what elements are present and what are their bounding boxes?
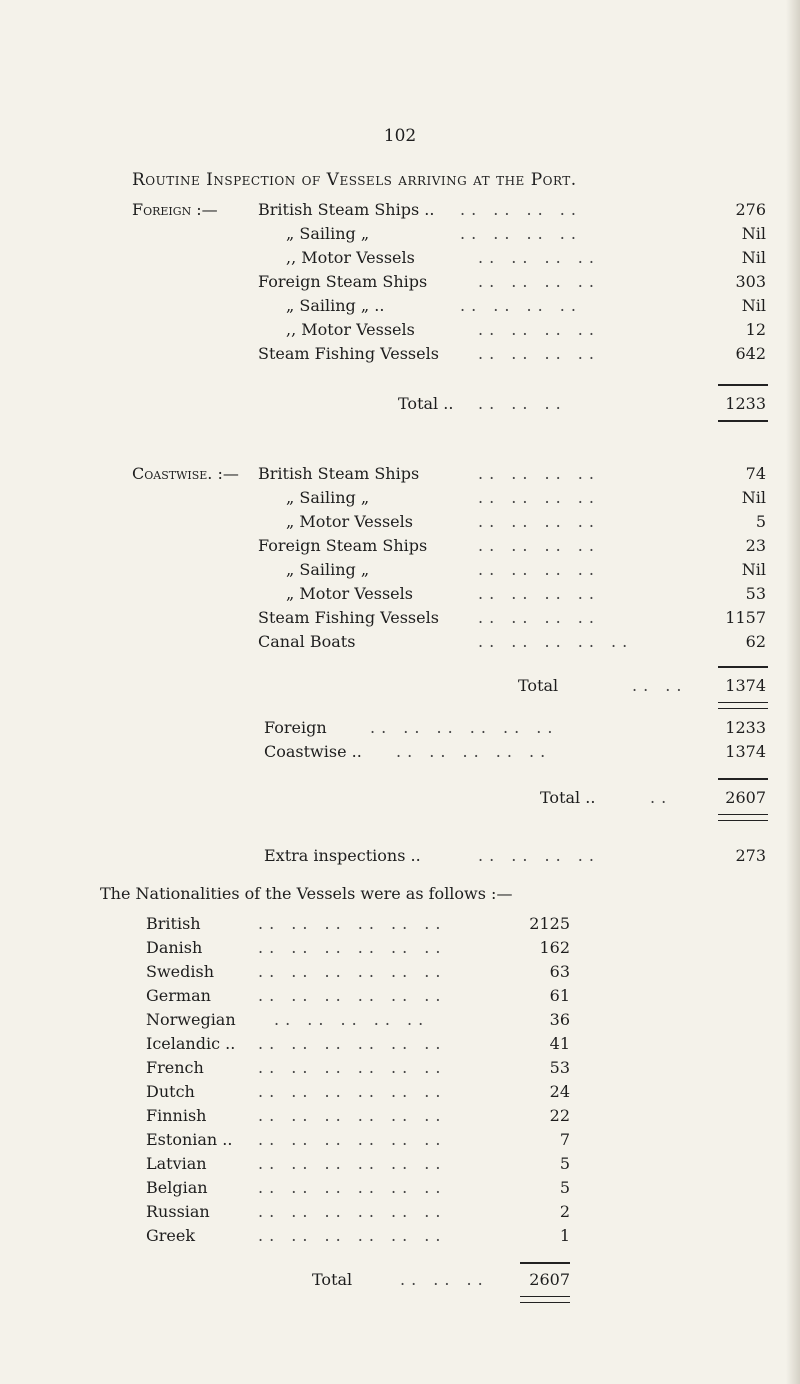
total-row	[0, 1270, 800, 1294]
leader-dots: .. ..	[632, 676, 688, 695]
leader-dots: .. .. .. ..	[478, 344, 600, 363]
row-label: Steam Fishing Vessels	[258, 608, 439, 627]
leader-dots: .. .. ..	[400, 1270, 489, 1289]
total-value: 1374	[725, 676, 766, 695]
total-label: Total ..	[540, 788, 596, 807]
table-row	[0, 344, 800, 368]
row-label: Latvian	[146, 1154, 207, 1173]
section-heading: The Nationalities of the Vessels were as follows :—	[100, 884, 513, 903]
total-rule	[718, 778, 768, 780]
row-label: „ Motor Vessels	[286, 512, 413, 531]
total-row	[0, 394, 800, 418]
row-value: 1157	[725, 608, 766, 627]
row-value: 303	[735, 272, 766, 291]
total-value: 2607	[529, 1270, 570, 1289]
leader-dots: .. .. .. .. .. ..	[258, 1202, 447, 1221]
leader-dots: ..	[650, 788, 673, 807]
row-label: „ Sailing „ ..	[286, 296, 385, 315]
row-value: 276	[735, 200, 766, 219]
total-rule	[718, 666, 768, 668]
leader-dots: .. .. .. ..	[460, 200, 582, 219]
row-label: „ Sailing „	[286, 560, 370, 579]
row-label: Extra inspections ..	[264, 846, 421, 865]
leader-dots: .. .. .. .. ..	[274, 1010, 430, 1029]
table-row	[0, 1082, 800, 1106]
row-value: 23	[745, 536, 766, 555]
table-row	[0, 742, 800, 766]
leader-dots: .. .. .. .. .. ..	[258, 1154, 447, 1173]
leader-dots: .. .. .. ..	[460, 224, 582, 243]
leader-dots: .. .. .. .. ..	[478, 632, 634, 651]
total-row	[0, 788, 800, 812]
row-label: Foreign	[264, 718, 327, 737]
leader-dots: .. .. .. .. .. ..	[258, 962, 447, 981]
row-value: Nil	[741, 224, 766, 243]
table-row	[0, 248, 800, 272]
table-row	[0, 632, 800, 656]
row-label: ,, Motor Vessels	[286, 320, 415, 339]
leader-dots: .. .. .. ..	[478, 536, 600, 555]
row-label: Norwegian	[146, 1010, 236, 1029]
leader-dots: .. .. .. .. .. ..	[258, 1082, 447, 1101]
table-row	[0, 584, 800, 608]
row-label: Danish	[146, 938, 203, 957]
row-value: 63	[549, 962, 570, 981]
total-rule	[718, 384, 768, 386]
leader-dots: .. .. .. ..	[478, 464, 600, 483]
row-value: 162	[539, 938, 570, 957]
row-value: 5	[559, 1154, 570, 1173]
leader-dots: .. .. .. .. .. ..	[258, 914, 447, 933]
row-label: Foreign Steam Ships	[258, 272, 428, 291]
row-value: 24	[549, 1082, 570, 1101]
table-row	[0, 296, 800, 320]
section-prefix: Coastwise. :—	[132, 464, 239, 483]
table-row	[0, 536, 800, 560]
leader-dots: .. .. .. .. .. ..	[258, 1226, 447, 1245]
row-value: Nil	[741, 488, 766, 507]
row-label: Russian	[146, 1202, 210, 1221]
row-label: Icelandic ..	[146, 1034, 236, 1053]
row-value: 62	[745, 632, 766, 651]
row-value: 12	[745, 320, 766, 339]
table-row	[0, 1178, 800, 1202]
row-value: 61	[549, 986, 570, 1005]
leader-dots: .. .. .. ..	[478, 320, 600, 339]
page-title: Routine Inspection of Vessels arriving at the Port.	[132, 170, 577, 190]
row-value: Nil	[741, 248, 766, 267]
total-rule	[520, 1262, 570, 1264]
table-row	[0, 488, 800, 512]
table-row	[0, 512, 800, 536]
leader-dots: .. .. .. ..	[478, 488, 600, 507]
leader-dots: .. .. .. ..	[478, 560, 600, 579]
row-label: French	[146, 1058, 204, 1077]
leader-dots: .. .. .. ..	[478, 846, 600, 865]
double-rule	[718, 702, 768, 709]
row-label: „ Sailing „	[286, 488, 370, 507]
page-number: 102	[383, 126, 417, 146]
table-row	[0, 224, 800, 248]
row-value: 53	[549, 1058, 570, 1077]
row-label: British Steam Ships	[258, 464, 420, 483]
double-rule	[520, 1296, 570, 1303]
leader-dots: .. .. .. .. .. ..	[258, 1034, 447, 1053]
leader-dots: .. .. .. .. .. ..	[258, 1058, 447, 1077]
row-label: British Steam Ships ..	[258, 200, 435, 219]
leader-dots: .. .. .. ..	[478, 248, 600, 267]
total-label: Total ..	[398, 394, 454, 413]
table-row	[0, 962, 800, 986]
row-value: 5	[755, 512, 766, 531]
row-label: Dutch	[146, 1082, 195, 1101]
row-value: 5	[559, 1178, 570, 1197]
table-row	[0, 986, 800, 1010]
row-value: 2	[559, 1202, 570, 1221]
row-value: Nil	[741, 560, 766, 579]
table-row	[0, 1226, 800, 1250]
row-value: 273	[735, 846, 766, 865]
total-row	[0, 676, 800, 700]
leader-dots: .. .. .. .. .. ..	[258, 1106, 447, 1125]
row-label: Belgian	[146, 1178, 208, 1197]
leader-dots: .. .. .. ..	[478, 272, 600, 291]
table-row	[0, 718, 800, 742]
row-value: 53	[745, 584, 766, 603]
leader-dots: .. .. .. .. .. ..	[258, 938, 447, 957]
row-label: Canal Boats	[258, 632, 356, 651]
table-row	[0, 1058, 800, 1082]
total-label: Total	[312, 1270, 353, 1289]
extra-inspections-row	[0, 846, 800, 870]
leader-dots: .. .. .. .. .. ..	[258, 1130, 447, 1149]
table-row	[0, 1202, 800, 1226]
row-value: 41	[549, 1034, 570, 1053]
table-row	[0, 914, 800, 938]
table-row	[0, 938, 800, 962]
table-row	[0, 608, 800, 632]
row-label: ,, Motor Vessels	[286, 248, 415, 267]
row-value: 1233	[725, 718, 766, 737]
table-row	[0, 320, 800, 344]
row-label: Finnish	[146, 1106, 207, 1125]
table-row	[0, 1106, 800, 1130]
row-label: „ Sailing „	[286, 224, 370, 243]
table-row	[0, 560, 800, 584]
row-value: 7	[559, 1130, 570, 1149]
row-label: Greek	[146, 1226, 196, 1245]
leader-dots: .. .. .. .. .. ..	[258, 1178, 447, 1197]
row-label: Foreign Steam Ships	[258, 536, 428, 555]
table-row	[0, 464, 800, 488]
row-value: 36	[549, 1010, 570, 1029]
table-row	[0, 200, 800, 224]
row-label: Estonian ..	[146, 1130, 233, 1149]
row-label: Coastwise ..	[264, 742, 362, 761]
total-value: 2607	[725, 788, 766, 807]
row-label: „ Motor Vessels	[286, 584, 413, 603]
table-row	[0, 272, 800, 296]
table-row	[0, 1010, 800, 1034]
leader-dots: .. .. .. ..	[478, 512, 600, 531]
row-label: British	[146, 914, 201, 933]
total-label: Total	[518, 676, 559, 695]
table-row	[0, 1034, 800, 1058]
leader-dots: .. .. .. .. ..	[396, 742, 552, 761]
leader-dots: .. .. .. .. .. ..	[258, 986, 447, 1005]
leader-dots: .. .. .. ..	[478, 608, 600, 627]
leader-dots: .. .. .. ..	[460, 296, 582, 315]
row-value: 642	[735, 344, 766, 363]
row-value: 1	[559, 1226, 570, 1245]
table-row	[0, 1154, 800, 1178]
total-value: 1233	[725, 394, 766, 413]
row-value: 22	[549, 1106, 570, 1125]
row-label: Swedish	[146, 962, 214, 981]
total-rule	[718, 420, 768, 422]
section-prefix: Foreign :—	[132, 200, 218, 219]
leader-dots: .. .. .. .. .. ..	[370, 718, 559, 737]
row-value: 74	[745, 464, 766, 483]
leader-dots: .. .. .. ..	[478, 584, 600, 603]
table-row	[0, 1130, 800, 1154]
row-label: Steam Fishing Vessels	[258, 344, 439, 363]
row-value: 2125	[529, 914, 570, 933]
row-value: 1374	[725, 742, 766, 761]
double-rule	[718, 814, 768, 821]
row-value: Nil	[741, 296, 766, 315]
section-heading-row	[0, 884, 800, 908]
leader-dots: .. .. ..	[478, 394, 567, 413]
row-label: German	[146, 986, 211, 1005]
